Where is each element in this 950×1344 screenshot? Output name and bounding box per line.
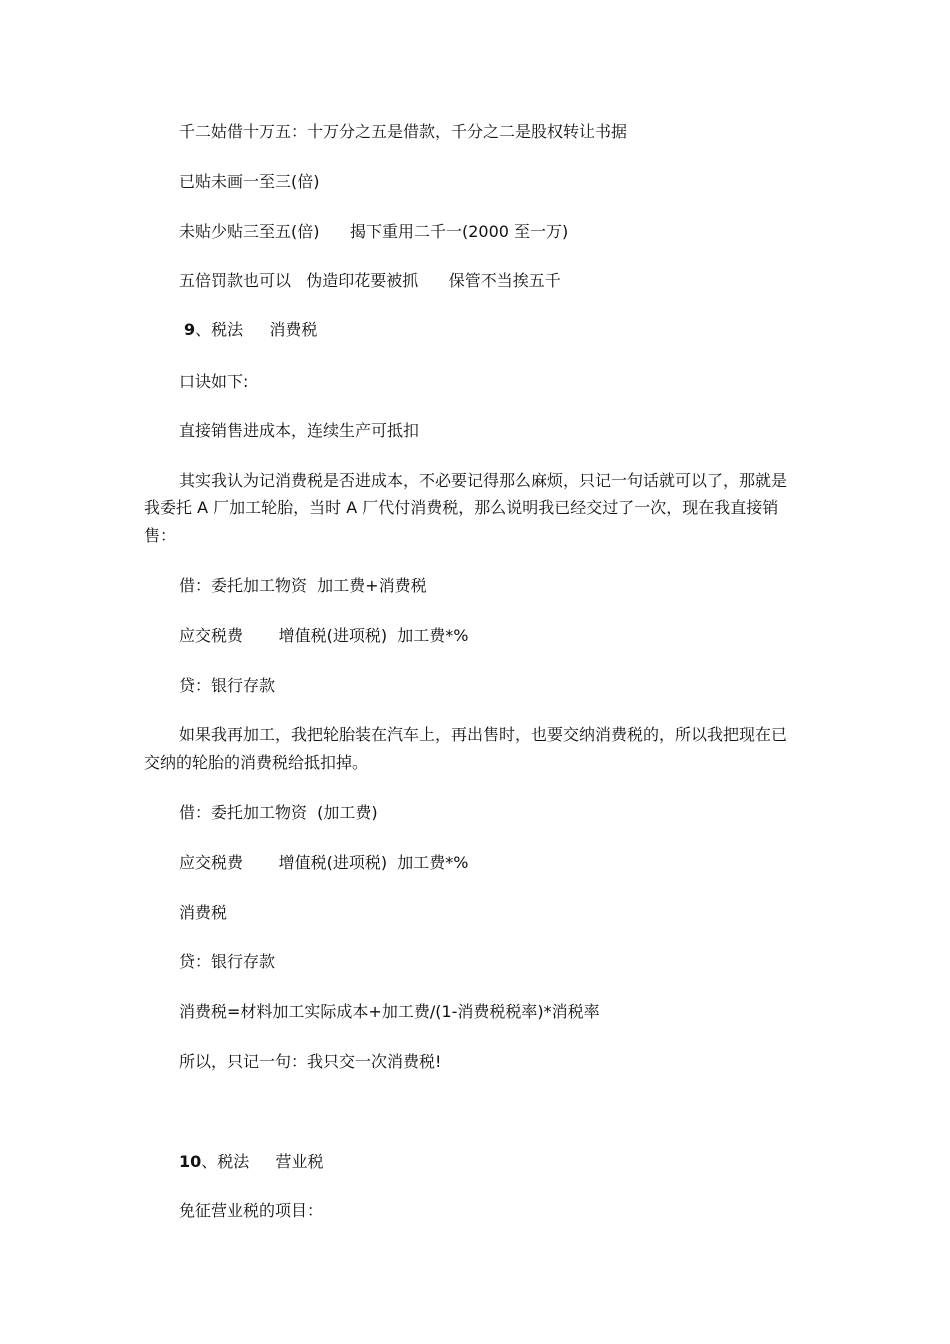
- paragraph-line: 售：: [144, 526, 177, 545]
- paragraph-line: 我委托 A 厂加工轮胎，当时 A 厂代付消费税，那么说明我已经交过了一次，现在我直接销: [144, 498, 779, 517]
- journal-entry-line: 贷：银行存款: [179, 676, 276, 695]
- text-line: 所以，只记一句：我只交一次消费税!: [179, 1052, 442, 1071]
- journal-entry-line: 借：委托加工物资 加工费+消费税: [179, 576, 427, 595]
- paragraph-line: 其实我认为记消费税是否进成本，不必要记得那么麻烦，只记一句话就可以了，那就是: [179, 471, 788, 490]
- text-line: 免征营业税的项目：: [179, 1201, 324, 1220]
- text-line: 直接销售进成本，连续生产可抵扣: [179, 421, 420, 440]
- section-number: 10: [179, 1152, 202, 1171]
- paragraph-line: 交纳的轮胎的消费税给抵扣掉。: [144, 753, 369, 772]
- section-title: 、税法 消费税: [195, 320, 318, 339]
- text-line: 五倍罚款也可以 伪造印花要被抓 保管不当挨五千: [179, 271, 561, 290]
- section-heading: [184, 320, 317, 340]
- section-title: 、税法 营业税: [201, 1152, 324, 1171]
- text-line: 未贴少贴三至五(倍) 揭下重用二千一(2000 至一万): [179, 222, 569, 241]
- journal-entry-line: 贷：银行存款: [179, 952, 276, 971]
- paragraph-line: 如果我再加工，我把轮胎装在汽车上，再出售时，也要交纳消费税的，所以我把现在已: [179, 725, 788, 744]
- section-number: 9: [184, 320, 196, 339]
- section-heading: [179, 1152, 323, 1172]
- text-line: 已贴未画一至三(倍): [179, 172, 320, 191]
- journal-entry-line: 借：委托加工物资 (加工费): [179, 803, 378, 822]
- journal-entry-line: 应交税费 增值税(进项税) 加工费*%: [179, 853, 469, 872]
- journal-entry-line: 应交税费 增值税(进项税) 加工费*%: [179, 626, 469, 645]
- formula-line: 消费税=材料加工实际成本+加工费/(1-消费税税率)*消税率: [179, 1002, 600, 1021]
- text-line: 千二姑借十万五：十万分之五是借款，千分之二是股权转让书据: [179, 122, 628, 141]
- text-line: 口诀如下:: [179, 372, 249, 391]
- journal-entry-line: 消费税: [179, 903, 228, 922]
